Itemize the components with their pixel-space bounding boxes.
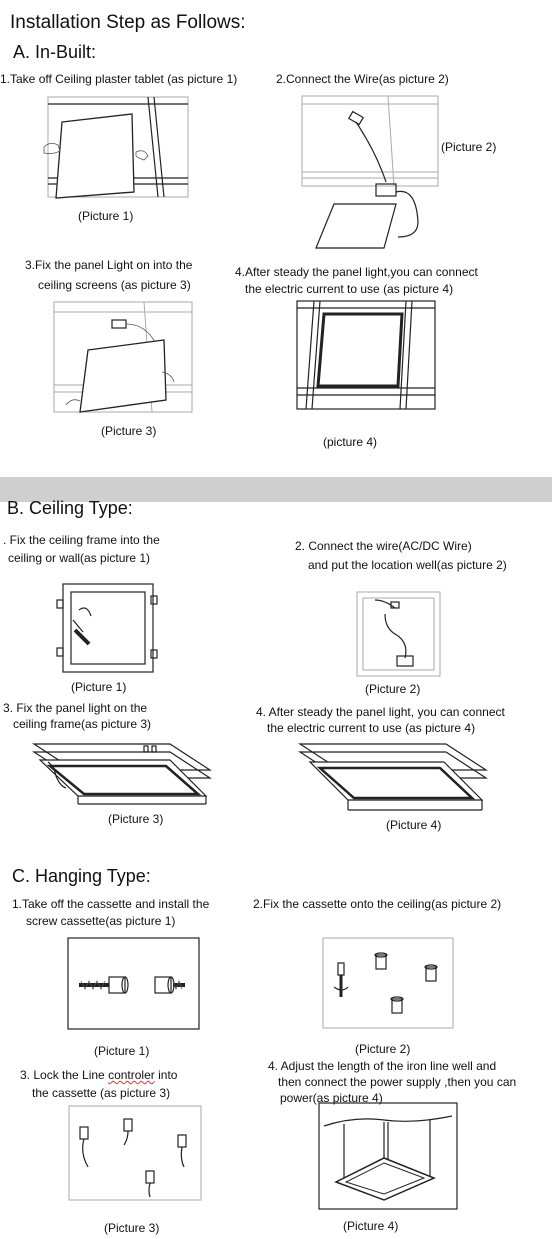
section-c-step-4-line-1: 4. Adjust the length of the iron line well and <box>268 1059 497 1073</box>
page-title: Installation Step as Follows: <box>10 12 246 33</box>
section-a-picture-4 <box>296 300 436 412</box>
section-b-step-4-line-1: 4. After steady the panel light, you can connect <box>256 705 505 719</box>
section-a-step-3-line-1: 3.Fix the panel Light on into the <box>25 258 193 272</box>
section-b-step-2-line-2: and put the location well(as picture 2) <box>308 558 507 572</box>
section-c-picture-4 <box>318 1102 458 1210</box>
section-c-caption-2: (Picture 2) <box>355 1042 411 1056</box>
section-b-heading: B. Ceiling Type: <box>7 498 133 518</box>
section-c-picture-2 <box>322 937 454 1029</box>
section-b-caption-4: (Picture 4) <box>386 818 442 832</box>
section-c-step-4-line-2: then connect the power supply ,then you can <box>278 1075 517 1089</box>
section-a-heading: A. In-Built: <box>13 42 97 62</box>
section-a-picture-1 <box>40 92 190 202</box>
section-a-caption-1: (Picture 1) <box>78 209 134 223</box>
section-a-step-4-line-2: the electric current to use (as picture 4) <box>245 282 454 296</box>
section-a-step-2: 2.Connect the Wire(as picture 2) <box>276 72 449 86</box>
section-b-step-3-line-1: 3. Fix the panel light on the <box>3 701 148 715</box>
section-c-caption-4: (Picture 4) <box>343 1219 399 1233</box>
section-a-picture-2 <box>298 92 440 252</box>
section-b-picture-2 <box>355 590 442 678</box>
section-c-picture-1 <box>67 937 200 1030</box>
section-c-heading: C. Hanging Type: <box>12 866 151 886</box>
section-c-step-3-misspelled-word: controler <box>108 1068 155 1082</box>
section-b-caption-3: (Picture 3) <box>108 812 164 826</box>
section-b-step-2-line-1: 2. Connect the wire(AC/DC Wire) <box>295 539 472 553</box>
section-c-step-3-text-b: into <box>158 1068 178 1082</box>
section-a-caption-2: (Picture 2) <box>441 140 497 154</box>
section-b-step-1-line-2: ceiling or wall(as picture 1) <box>8 551 151 565</box>
section-b-step-3-line-2: ceiling frame(as picture 3) <box>13 717 152 731</box>
section-c-step-1-line-1: 1.Take off the cassette and install the <box>12 897 210 911</box>
section-c-caption-1: (Picture 1) <box>94 1044 150 1058</box>
section-c-step-4-line-3: power(as picture 4) <box>280 1091 383 1105</box>
section-b-caption-1: (Picture 1) <box>71 680 127 694</box>
section-a-caption-3: (Picture 3) <box>101 424 157 438</box>
section-b-step-1-line-1: . Fix the ceiling frame into the <box>3 533 160 547</box>
section-a-step-1: 1.Take off Ceiling plaster tablet (as picture 1) <box>0 72 238 86</box>
section-a-caption-4: (picture 4) <box>323 435 378 449</box>
section-c-step-3-text-a: 3. Lock the Line <box>20 1068 105 1082</box>
section-a-picture-3 <box>52 300 194 420</box>
section-c-step-1-line-2: screw cassette(as picture 1) <box>26 914 176 928</box>
section-b-step-4-line-2: the electric current to use (as picture 4) <box>267 721 476 735</box>
section-c-step-2: 2.Fix the cassette onto the ceiling(as picture 2) <box>253 897 502 911</box>
section-c-step-3-line-2: the cassette (as picture 3) <box>32 1086 171 1100</box>
section-b-picture-4 <box>296 738 490 816</box>
section-c-caption-3: (Picture 3) <box>104 1221 160 1235</box>
section-b-picture-1 <box>55 580 160 677</box>
section-a-step-3-line-2: ceiling screens (as picture 3) <box>38 278 191 292</box>
section-c-step-3-line-1 <box>20 1067 177 1083</box>
section-b-caption-2: (Picture 2) <box>365 682 421 696</box>
section-c-picture-3 <box>68 1105 202 1201</box>
section-a-step-4-line-1: 4.After steady the panel light,you can connect <box>235 265 478 279</box>
section-b-picture-3 <box>30 738 213 810</box>
